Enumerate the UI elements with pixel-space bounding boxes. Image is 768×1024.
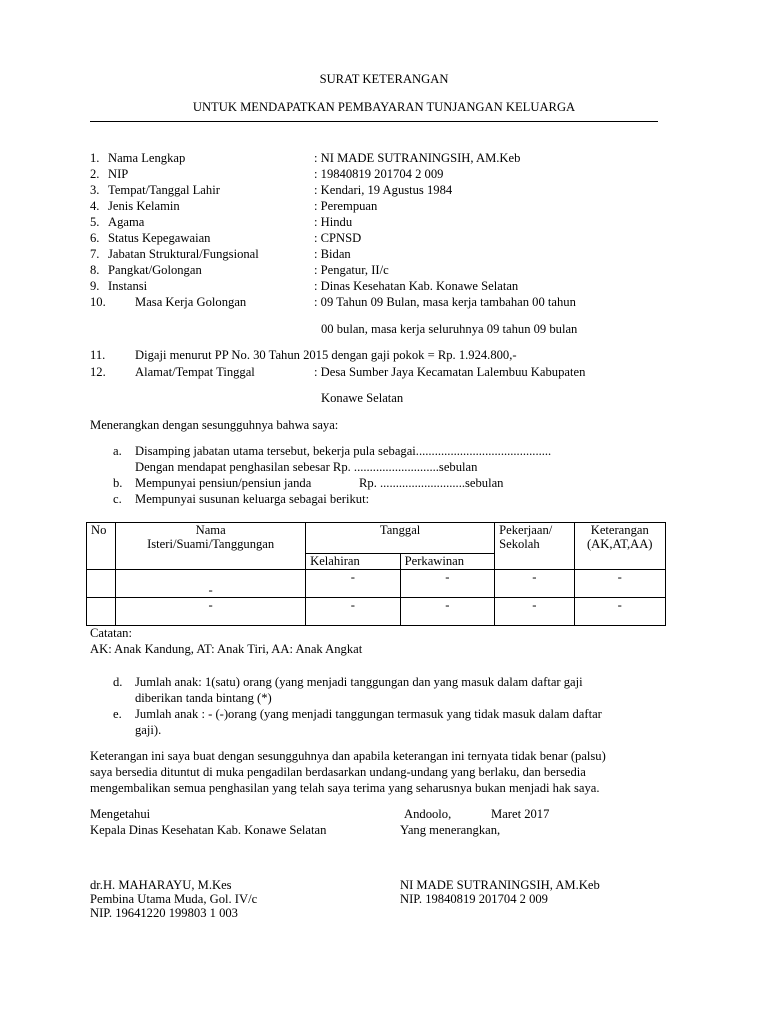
field-label: Tempat/Tanggal Lahir — [108, 183, 220, 197]
statement-a-line2: Dengan mendapat penghasilan sebesar Rp. ...........................sebulan — [135, 460, 478, 474]
cell-note: - — [574, 598, 666, 626]
place: Andoolo, — [404, 807, 452, 821]
field-value: : NI MADE SUTRANINGSIH, AM.Keb — [314, 151, 521, 165]
date: Maret 2017 — [491, 807, 550, 821]
right-signature-title: Yang menerangkan, — [400, 823, 501, 837]
field-number: 4. — [90, 199, 100, 213]
field-value-continued: 00 bulan, masa kerja seluruhnya 09 tahun 09 bulan — [321, 322, 578, 336]
cell-job: - — [495, 570, 574, 598]
field-number: 3. — [90, 183, 100, 197]
closing-line3: mengembalikan semua penghasilan yang telah saya terima yang seharusnya bukan menjadi hak saya. — [90, 781, 600, 795]
column-header-job: Pekerjaan/ Sekolah — [495, 523, 574, 570]
field-number: 1. — [90, 151, 100, 165]
field-label: Alamat/Tempat Tinggal — [135, 365, 255, 379]
column-header-note: Keterangan (AK,AT,AA) — [574, 523, 666, 570]
list-marker: a. — [113, 444, 122, 458]
children-d-line1: Jumlah anak: 1(satu) orang (yang menjadi tanggungan dan yang masuk dalam daftar gaji — [135, 675, 583, 689]
cell-name: - — [116, 570, 306, 598]
field-label: Status Kepegawaian — [108, 231, 211, 245]
cell-marriage: - — [400, 570, 494, 598]
field-label: Pangkat/Golongan — [108, 263, 202, 277]
left-signatory-rank: Pembina Utama Muda, Gol. IV/c — [90, 892, 258, 906]
list-marker: d. — [113, 675, 123, 689]
right-signatory-nip: NIP. 19840819 201704 2 009 — [400, 892, 548, 906]
field-number: 5. — [90, 215, 100, 229]
field-value: : Perempuan — [314, 199, 378, 213]
cell-birth: - — [306, 598, 400, 626]
children-e-line1: Jumlah anak : - (-)orang (yang menjadi tanggungan termasuk yang tidak masuk dalam daftar — [135, 707, 602, 721]
field-value: : Dinas Kesehatan Kab. Konawe Selatan — [314, 279, 519, 293]
left-signature-title1: Mengetahui — [90, 807, 151, 821]
field-number: 2. — [90, 167, 100, 181]
cell-no — [87, 570, 116, 598]
field-number: 9. — [90, 279, 100, 293]
children-d-line2: diberikan tanda bintang (*) — [135, 691, 272, 705]
notes-title: Catatan: — [90, 626, 132, 640]
header-divider — [90, 121, 658, 122]
field-label: NIP — [108, 167, 129, 181]
column-header-birth: Kelahiran — [306, 554, 400, 570]
field-number: 11. — [90, 348, 106, 362]
field-value: : 19840819 201704 2 009 — [314, 167, 444, 181]
cell-name: - — [116, 598, 306, 626]
field-number: 12. — [90, 365, 106, 379]
field-number: 10. — [90, 295, 106, 309]
field-value: : Pengatur, II/c — [314, 263, 389, 277]
right-signatory-name: NI MADE SUTRANINGSIH, AM.Keb — [400, 878, 600, 892]
notes-text: AK: Anak Kandung, AT: Anak Tiri, AA: Anak Angkat — [90, 642, 363, 656]
table-row — [87, 598, 666, 626]
field-number: 6. — [90, 231, 100, 245]
children-e-line2: gaji). — [135, 723, 162, 737]
field-label: Digaji menurut PP No. 30 Tahun 2015 dengan gaji pokok = Rp. 1.924.800,- — [135, 348, 517, 362]
statement-c-text: Mempunyai susunan keluarga sebagai berikut: — [135, 492, 370, 506]
list-marker: c. — [113, 492, 122, 506]
intro-text: Menerangkan dengan sesungguhnya bahwa saya: — [90, 418, 339, 432]
left-signature-title2: Kepala Dinas Kesehatan Kab. Konawe Selatan — [90, 823, 327, 837]
field-value: : Bidan — [314, 247, 351, 261]
field-label: Masa Kerja Golongan — [135, 295, 247, 309]
field-value: : CPNSD — [314, 231, 362, 245]
column-header-no: No — [87, 523, 116, 570]
table-row — [87, 570, 666, 598]
column-header-marriage: Perkawinan — [400, 554, 494, 570]
field-label: Nama Lengkap — [108, 151, 186, 165]
field-number: 8. — [90, 263, 100, 277]
statement-a-line1: Disamping jabatan utama tersebut, bekerja pula sebagai........................................... — [135, 444, 552, 458]
cell-birth: - — [306, 570, 400, 598]
statement-b-text: Mempunyai pensiun/pensiun janda — [135, 476, 312, 490]
field-value-continued: Konawe Selatan — [321, 391, 404, 405]
left-signatory-name: dr.H. MAHARAYU, M.Kes — [90, 878, 232, 892]
field-label: Jenis Kelamin — [108, 199, 180, 213]
cell-no — [87, 598, 116, 626]
document-title: SURAT KETERANGAN — [319, 72, 449, 86]
closing-line2: saya bersedia dituntut di muka pengadilan berdasarkan undang-undang yang berlaku, dan bersedia — [90, 765, 586, 779]
column-header-date: Tanggal — [306, 523, 495, 554]
list-marker: b. — [113, 476, 123, 490]
left-signatory-nip: NIP. 19641220 199803 1 003 — [90, 906, 238, 920]
cell-job: - — [495, 598, 574, 626]
list-marker: e. — [113, 707, 122, 721]
field-value: : Hindu — [314, 215, 353, 229]
cell-marriage: - — [400, 598, 494, 626]
cell-note: - — [574, 570, 666, 598]
field-value: : 09 Tahun 09 Bulan, masa kerja tambahan 00 tahun — [314, 295, 576, 309]
statement-b-amount: Rp. ...........................sebulan — [359, 476, 504, 490]
field-label: Instansi — [108, 279, 148, 293]
closing-line1: Keterangan ini saya buat dengan sesungguhnya dan apabila keterangan ini ternyata tidak benar (palsu) — [90, 749, 606, 763]
field-value: : Kendari, 19 Agustus 1984 — [314, 183, 453, 197]
field-value: : Desa Sumber Jaya Kecamatan Lalembuu Kabupaten — [314, 365, 586, 379]
family-table — [86, 522, 666, 626]
field-label: Agama — [108, 215, 145, 229]
field-label: Jabatan Struktural/Fungsional — [108, 247, 259, 261]
document-subtitle: UNTUK MENDAPATKAN PEMBAYARAN TUNJANGAN KELUARGA — [192, 100, 576, 114]
field-number: 7. — [90, 247, 100, 261]
column-header-name: Nama Isteri/Suami/Tanggungan — [116, 523, 306, 570]
